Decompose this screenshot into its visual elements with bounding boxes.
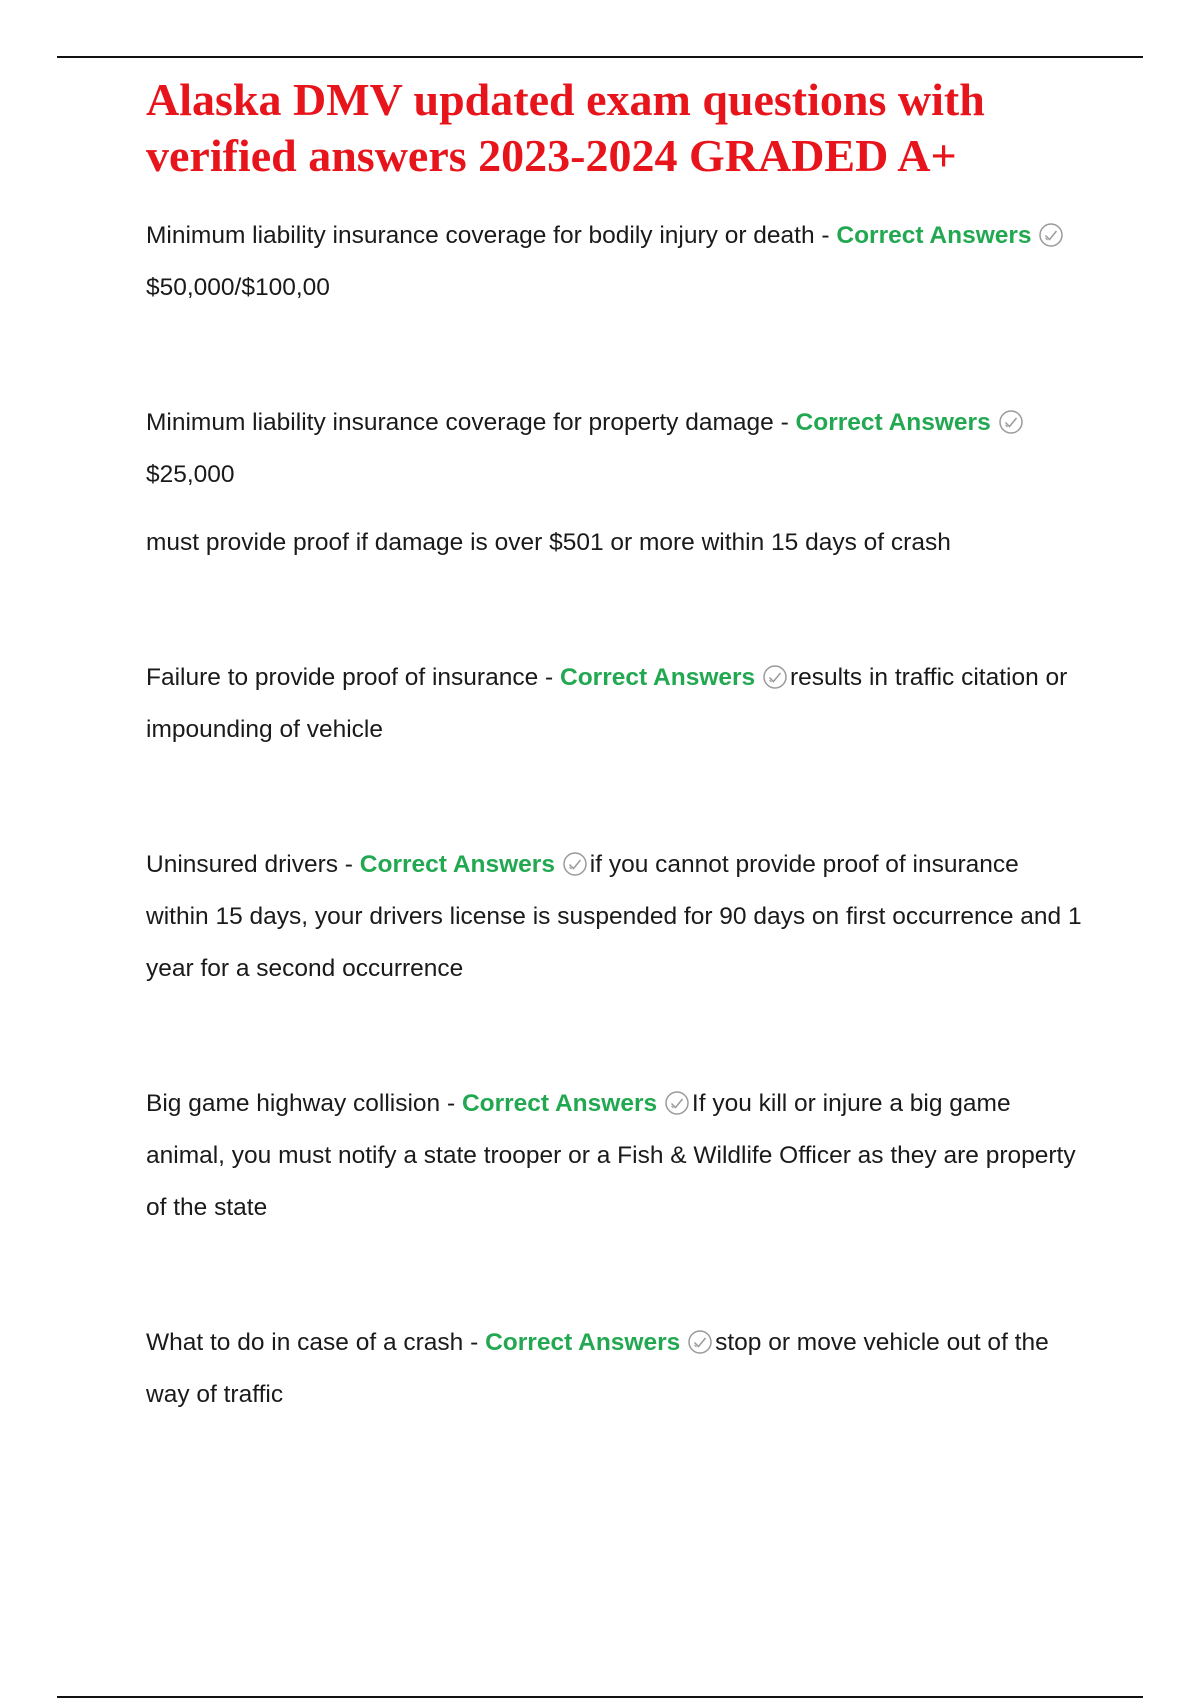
item-gap [146,756,1086,839]
bottom-rule [57,1696,1143,1698]
qa-paragraph [146,210,1086,314]
question-text: Big game highway collision [146,1090,441,1117]
separator: - [538,664,560,691]
question-text: What to do in case of a crash [146,1329,464,1356]
qa-paragraph [146,1078,1086,1234]
qa-item [146,1078,1086,1234]
qa-item [146,210,1086,314]
check-circle-icon [664,1090,690,1116]
correct-answers-label: Correct Answers [485,1329,681,1356]
correct-answers-label: Correct Answers [560,664,756,691]
document-title: Alaska DMV updated exam questions with verified answers 2023-2024 GRADED A+ [146,74,985,181]
correct-answers-label: Correct Answers [359,851,555,878]
top-rule [57,56,1143,58]
check-circle-icon [1038,222,1064,248]
answer-text: $25,000 [146,461,235,488]
answer-text: If you kill or injure a big game animal, you must notify a state trooper or a Fish & Wildlife Officer as they are property of the state [146,1090,1076,1221]
qa-item [146,839,1086,995]
item-gap [146,995,1086,1078]
question-text: Minimum liability insurance coverage for property damage [146,409,774,436]
qa-paragraph [146,652,1086,756]
answer-text: $50,000/$100,00 [146,274,330,301]
answer-note: must provide proof if damage is over $501 or more within 15 days of crash [146,529,951,556]
answer-text: if you cannot provide proof of insurance within 15 days, your drivers license is suspended for 90 days on first occurrence and 1 year for a second occurrence [146,851,1082,982]
correct-answers-label: Correct Answers [836,222,1032,249]
separator: - [338,851,360,878]
separator: - [773,409,796,436]
question-text: Uninsured drivers [146,851,338,878]
separator: - [814,222,837,249]
qa-item [146,1317,1086,1421]
document-body [146,72,1086,1421]
item-gap [146,1234,1086,1317]
separator: - [440,1090,462,1117]
check-circle-icon [687,1329,713,1355]
separator: - [463,1329,486,1356]
qa-item [146,397,1086,569]
question-text: Minimum liability insurance coverage for bodily injury or death [146,222,815,249]
answer-text: results in traffic citation or impounding of vehicle [146,664,1068,743]
correct-answers-label: Correct Answers [461,1090,658,1117]
qa-paragraph [146,839,1086,995]
question-text: Failure to provide proof of insurance [146,664,539,691]
answer-text: stop or move vehicle out of the way of traffic [146,1329,1049,1408]
qa-paragraph [146,1317,1086,1421]
qa-item [146,652,1086,756]
note-gap [146,501,1086,517]
item-gap [146,569,1086,652]
qa-paragraph [146,397,1086,501]
check-circle-icon [998,409,1024,435]
check-circle-icon [762,664,788,690]
correct-answers-label: Correct Answers [795,409,991,436]
item-gap [146,314,1086,397]
check-circle-icon [562,851,588,877]
